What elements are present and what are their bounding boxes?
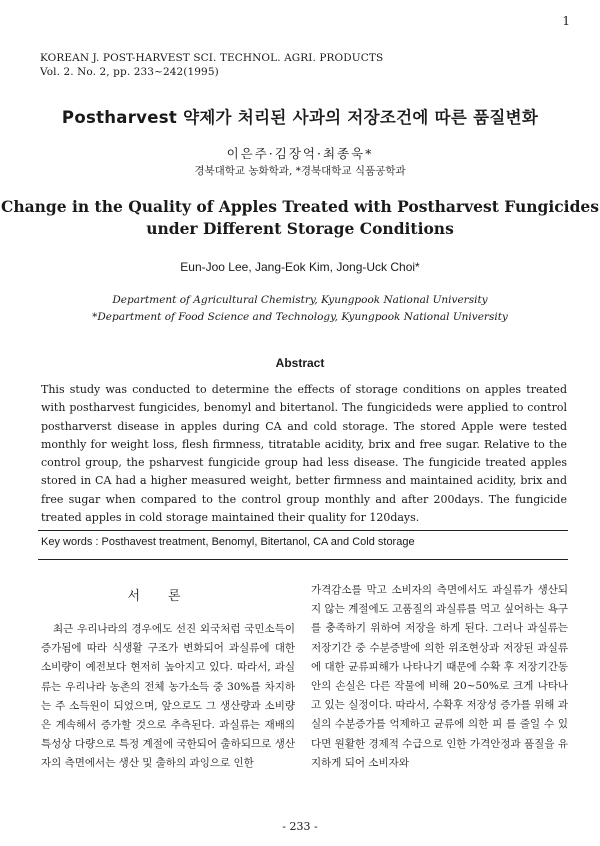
introduction-heading: 서론 — [127, 589, 209, 604]
affiliation-1: Department of Agricultural Chemistry, Kyungpook National University — [112, 294, 488, 306]
english-title-line2: under Different Storage Conditions — [146, 219, 454, 238]
journal-name: KOREAN J. POST-HARVEST SCI. TECHNOL. AGRI. PRODUCTS — [40, 52, 384, 64]
journal-header — [40, 51, 383, 79]
korean-affiliation: 경북대학교 농화학과, *경북대학교 식품공학과 — [194, 165, 406, 177]
keywords-bottom-rule — [38, 559, 568, 560]
journal-volume: Vol. 2. No. 2, pp. 233~242(1995) — [40, 66, 219, 78]
abstract-text: This study was conducted to determine the effects of storage conditions on apples treated with postharvest fungicides, benomyl and bitertanol. The fungicideds were applied to control postharverst disease in apples during CA and cold storage. The stored Apple were tested monthly for weight loss, flesh firmness, titratable acidity, brix and free sugar. Relative to the control group, the psharvest fungicide group had less disease. The fungicide treated apples stored in CA had a higher measured weight, better firmness and maintained acidity, brix and free sugar when compared to the control group monthly and after 200days. The fungicide treated apples in cold storage maintained their quality for 120days. — [41, 383, 567, 525]
introduction-right-column: 가격감소를 막고 소비자의 측면에서도 과실류가 생산되지 않는 계절에도 고품질의 과실류를 먹고 싶어하는 욕구를 충족하기 위하여 저장을 하게 된다. 그러나 과실류는 저장기간 중 수분증발에 의한 위조현상과 저장된 과실류에 대한 균류피해가 나타나기 때문에 수확 후 저장기간동안의 손실은 다른 작물에 비해 20~50%로 크게 나타나고 있는 실정이다. 따라서, 수확후 저장성 증가를 위해 과실의 수분증가를 억제하고 균류에 의한 피 를 줄일 수 있다면 원활한 경제적 수급으로 인한 가격안정과 품질을 유지하게 되어 소비자와 — [311, 584, 568, 769]
korean-title: Postharvest 약제가 처리된 사과의 저장조건에 따른 품질변화 — [61, 108, 539, 127]
keywords-top-rule — [38, 530, 568, 531]
abstract-heading: Abstract — [275, 356, 325, 370]
keywords: Key words : Posthavest treatment, Benomyl, Bitertanol, CA and Cold storage — [41, 536, 415, 548]
page-number-bottom: - 233 - — [282, 820, 318, 833]
page-number-top: 1 — [562, 14, 570, 28]
english-affiliations — [0, 292, 600, 326]
english-title — [0, 196, 600, 240]
english-authors: Eun-Joo Lee, Jang-Eok Kim, Jong-Uck Choi* — [180, 260, 420, 274]
introduction-left-column: 최근 우리나라의 경우에도 선진 외국처럼 국민소득이 증가됨에 따라 식생활 구조가 변화되어 과실류에 대한 소비량이 예전보다 현저히 높아지고 있다. 따라서, 과실류는 우리나라 농촌의 전체 농가소득 중 30%를 차지하는 주 소득원이 되었으며, 앞으로도 그 생산량과 소비량은 계속해서 증가할 것으로 추측된다. 과실류는 재배의 특성상 다량으로 특정 계절에 국한되어 출하되므로 생산자의 측면에서는 생산 및 출하의 과잉으로 인한 — [41, 623, 295, 770]
affiliation-2: *Department of Food Science and Technology, Kyungpook National University — [92, 311, 508, 323]
korean-authors: 이은주·김장억·최종욱* — [226, 146, 374, 161]
english-title-line1: Change in the Quality of Apples Treated with Postharvest Fungicides — [0, 197, 599, 216]
